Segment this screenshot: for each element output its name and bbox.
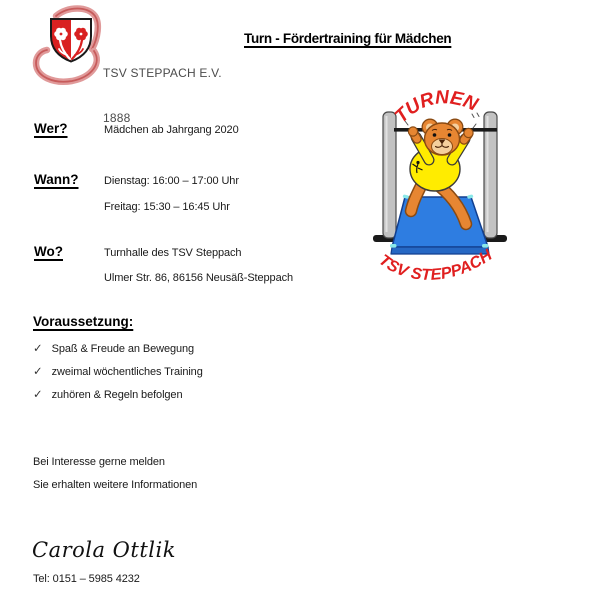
requirement-text: zuhören & Regeln befolgen (51, 389, 183, 401)
info-label-wo: Wo? (34, 244, 63, 259)
turnen-arc-text: TURNEN (391, 87, 481, 128)
check-icon: ✓ (33, 343, 43, 355)
svg-text:TURNEN (391, 87, 482, 127)
requirement-text: Spaß & Freude an Bewegung (51, 343, 195, 355)
requirement-text: zweimal wöchentliches Training (51, 366, 203, 378)
gym-bear-graphic (372, 84, 596, 299)
check-icon: ✓ (33, 366, 43, 378)
info-value-wann-2: Freitag: 15:30 – 16:45 Uhr (104, 201, 230, 213)
requirement-item (33, 364, 203, 378)
club-founding-year: 1888 (103, 111, 131, 125)
closing-line-1: Bei Interesse gerne melden (33, 456, 165, 468)
closing-line-2: Sie erhalten weitere Informationen (33, 479, 198, 491)
info-label-wer: Wer? (34, 121, 68, 136)
shield-graphic (51, 19, 91, 62)
page-title: Turn - Fördertraining für Mädchen (244, 31, 452, 46)
info-value-wo-2: Ulmer Str. 86, 86156 Neusäß-Steppach (104, 272, 294, 284)
signature: Carola Ottlik (32, 538, 176, 562)
phone-number: Tel: 0151 – 5985 4232 (33, 573, 140, 585)
requirement-item (33, 387, 182, 401)
info-value-wann-1: Dienstag: 16:00 – 17:00 Uhr (104, 175, 239, 187)
info-value-wo-1: Turnhalle des TSV Steppach (104, 247, 242, 259)
requirement-item (33, 341, 194, 355)
info-value-wer: Mädchen ab Jahrgang 2020 (104, 124, 239, 136)
requirements-heading: Voraussetzung: (33, 314, 134, 329)
tsv-steppach-arc-text: TSV STEPPACH (375, 246, 496, 284)
gym-mat (390, 194, 489, 254)
info-label-wann: Wann? (34, 172, 79, 187)
club-name: TSV STEPPACH E.V. (103, 66, 222, 80)
check-icon: ✓ (33, 389, 43, 401)
